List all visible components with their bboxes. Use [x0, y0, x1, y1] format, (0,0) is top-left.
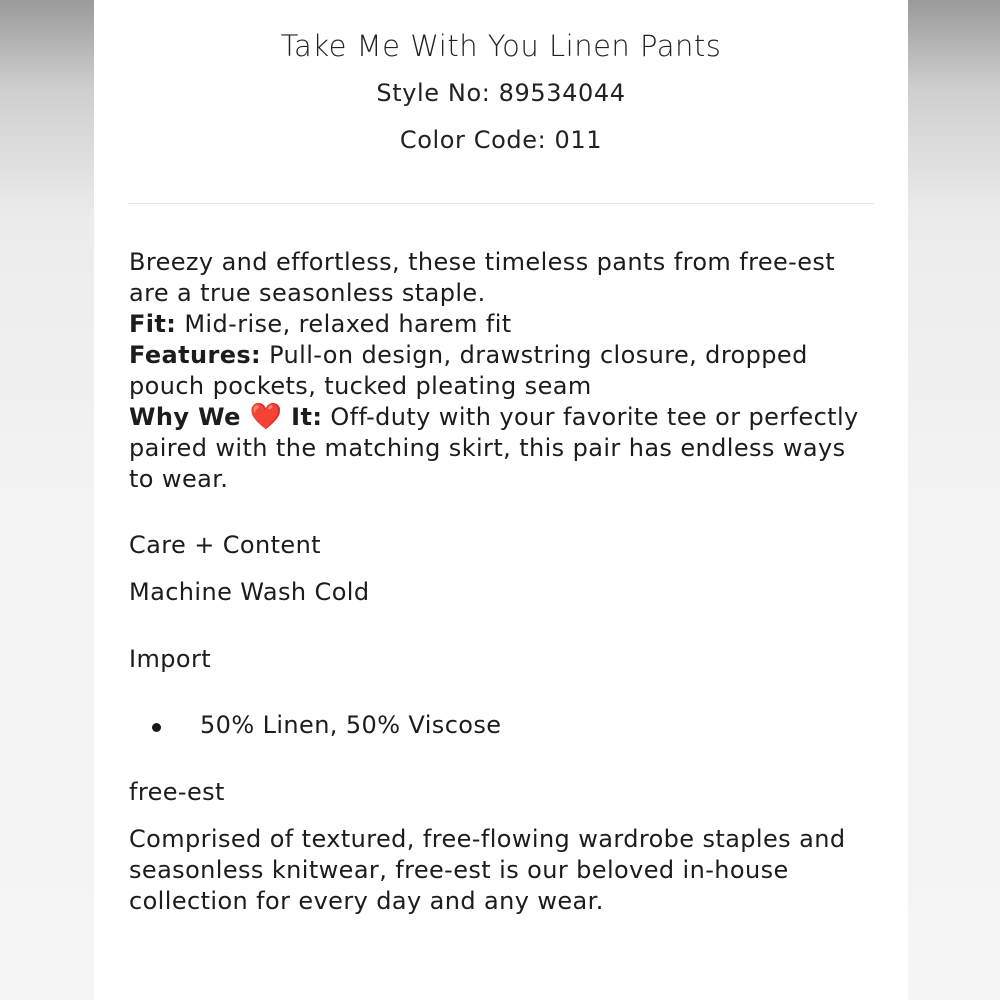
- header-divider: [128, 203, 874, 204]
- brand-description: Comprised of textured, free-flowing wardrobe staples and seasonless knitwear, free-est is our beloved in-house collection for every day and any wear.: [129, 825, 846, 915]
- background-left: [0, 0, 94, 1000]
- bullet-icon: [152, 723, 161, 732]
- why-we-love-it-line: [129, 402, 874, 495]
- features-text: Pull-on design, drawstring closure, dropped pouch pockets, tucked pleating seam: [129, 341, 808, 400]
- product-header: [94, 0, 908, 159]
- product-title: Take Me With You Linen Pants: [280, 29, 722, 63]
- brand-name: free-est: [129, 778, 225, 806]
- fit-label: Fit:: [129, 310, 177, 338]
- why-label-before: Why We: [129, 403, 250, 431]
- materials-list: [129, 710, 874, 741]
- care-wash: Machine Wash Cold: [129, 578, 370, 606]
- intro-text: Breezy and effortless, these timeless pants from free-est are a true seasonless staple.: [129, 248, 836, 307]
- background-right: [908, 0, 1000, 1000]
- color-code: Color Code: 011: [399, 126, 603, 154]
- material-text: 50% Linen, 50% Viscose: [200, 711, 502, 739]
- product-description: [129, 247, 874, 917]
- fit-text: Mid-rise, relaxed harem fit: [176, 310, 512, 338]
- care-content-heading: Care + Content: [129, 531, 321, 559]
- product-details-panel: [94, 0, 908, 1000]
- style-number: Style No: 89534044: [376, 79, 626, 107]
- fit-line: [129, 309, 874, 340]
- why-text: Off-duty with your favorite tee or perfectly paired with the matching skirt, this pair has endless ways to wear.: [129, 403, 859, 493]
- care-origin: Import: [129, 645, 212, 673]
- list-item: [129, 710, 874, 741]
- features-label: Features:: [129, 341, 262, 369]
- why-label-after: It:: [282, 403, 323, 431]
- heart-icon: ❤️: [249, 402, 283, 432]
- features-line: [129, 340, 874, 402]
